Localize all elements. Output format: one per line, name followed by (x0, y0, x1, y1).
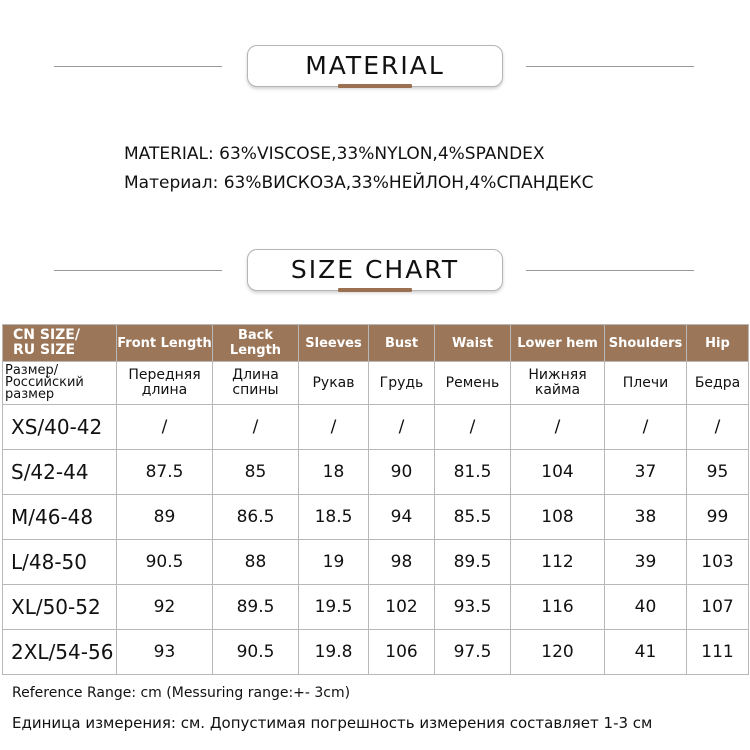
ru-cell-bust (369, 362, 435, 405)
ru-size-line: Российский (5, 375, 84, 390)
divider-line (526, 270, 694, 271)
material-composition-ru: Материал: 63%ВИСКОЗА,33%НЕЙЛОН,4%СПАНДЕКС (124, 173, 594, 193)
size-chart-title-pill (247, 249, 503, 291)
measurement-cell: 41 (605, 630, 687, 675)
measurement-tolerance-note: Единица измерения: см. Допустимая погрешность измерения составляет 1-3 см (12, 714, 653, 732)
material-composition-en: MATERIAL: 63%VISCOSE,33%NYLON,4%SPANDEX (124, 144, 545, 164)
table-row (3, 495, 749, 540)
measurement-cell: 97.5 (435, 630, 511, 675)
measurement-cell: 81.5 (435, 450, 511, 495)
ru-cell-lower-hem (511, 362, 605, 405)
measurement-cell: 111 (687, 630, 749, 675)
measurement-cell: 120 (511, 630, 605, 675)
measurement-cell: 90.5 (117, 540, 213, 585)
measurement-cell: 19.8 (299, 630, 369, 675)
measurement-cell: 99 (687, 495, 749, 540)
header-cell-waist: Waist (435, 325, 511, 362)
material-title-pill (247, 45, 503, 87)
header-cell-size (3, 325, 117, 362)
ru-line: Плечи (622, 374, 669, 391)
ru-size-line: размер (5, 387, 55, 402)
measurement-cell: 94 (369, 495, 435, 540)
measurement-cell: 93 (117, 630, 213, 675)
size-label-cell: L/48-50 (3, 540, 117, 585)
ru-line: длина (141, 382, 188, 398)
measurement-cell: 98 (369, 540, 435, 585)
measurement-cell: 93.5 (435, 585, 511, 630)
measurement-cell: 108 (511, 495, 605, 540)
measurement-cell: 85.5 (435, 495, 511, 540)
measurement-cell: 18 (299, 450, 369, 495)
measurement-cell: 18.5 (299, 495, 369, 540)
measurement-cell: 87.5 (117, 450, 213, 495)
measurement-cell: 39 (605, 540, 687, 585)
header-cell-sleeves: Sleeves (299, 325, 369, 362)
ru-cell-hip (687, 362, 749, 405)
table-row (3, 630, 749, 675)
measurement-cell: 92 (117, 585, 213, 630)
header-cell-shoulders: Shoulders (605, 325, 687, 362)
divider-line (54, 66, 222, 67)
measurement-cell: 89.5 (213, 585, 299, 630)
ru-line: Ремень (445, 374, 500, 391)
measurement-cell: 95 (687, 450, 749, 495)
ru-cell-sleeves (299, 362, 369, 405)
ru-line: Рукав (312, 374, 355, 391)
measurement-cell: 103 (687, 540, 749, 585)
ru-line: Передняя (128, 367, 201, 383)
ru-size-line: Размер/ (5, 363, 59, 378)
table-row (3, 585, 749, 630)
size-chart-table (2, 324, 749, 675)
header-cell-back-length: Back Length (213, 325, 299, 362)
size-chart-title: SIZE CHART (290, 255, 460, 284)
ru-cell-front-length (117, 362, 213, 405)
measurement-cell: 19.5 (299, 585, 369, 630)
measurement-cell: 102 (369, 585, 435, 630)
measurement-cell: 89 (117, 495, 213, 540)
ru-cell-waist (435, 362, 511, 405)
header-size-line: RU SIZE (13, 342, 76, 358)
measurement-cell: 112 (511, 540, 605, 585)
measurement-cell: 116 (511, 585, 605, 630)
measurement-cell: 89.5 (435, 540, 511, 585)
ru-line: спины (232, 382, 279, 398)
measurement-cell: / (299, 405, 369, 450)
measurement-cell: / (687, 405, 749, 450)
ru-cell-size (3, 362, 117, 405)
ru-line: кайма (534, 382, 581, 398)
material-title: MATERIAL (305, 51, 445, 80)
measurement-cell: / (511, 405, 605, 450)
measurement-cell: 40 (605, 585, 687, 630)
accent-underline (338, 288, 412, 292)
measurement-cell: / (117, 405, 213, 450)
header-cell-front-length: Front Length (117, 325, 213, 362)
header-cell-hip: Hip (687, 325, 749, 362)
header-size-line: CN SIZE/ (13, 327, 80, 343)
measurement-cell: 107 (687, 585, 749, 630)
measurement-cell: 104 (511, 450, 605, 495)
ru-cell-shoulders (605, 362, 687, 405)
measurement-cell: 37 (605, 450, 687, 495)
ru-line: Бедра (694, 374, 741, 391)
ru-line: Грудь (379, 374, 424, 391)
header-row-ru (3, 362, 749, 405)
measurement-cell: 86.5 (213, 495, 299, 540)
size-label-cell: S/42-44 (3, 450, 117, 495)
measurement-cell: / (213, 405, 299, 450)
measurement-cell: 88 (213, 540, 299, 585)
material-section-header (0, 45, 750, 89)
size-label-cell: XL/50-52 (3, 585, 117, 630)
header-row-en (3, 325, 749, 362)
divider-line (526, 66, 694, 67)
table-row (3, 405, 749, 450)
measurement-cell: 90 (369, 450, 435, 495)
size-chart-section-header (0, 249, 750, 293)
measurement-cell: / (369, 405, 435, 450)
accent-underline (338, 84, 412, 88)
table-row (3, 450, 749, 495)
size-label-cell: M/46-48 (3, 495, 117, 540)
ru-cell-back-length (213, 362, 299, 405)
reference-range-note: Reference Range: cm (Messuring range:+- 3cm) (12, 685, 351, 701)
header-cell-bust: Bust (369, 325, 435, 362)
ru-line: Длина (232, 367, 279, 383)
ru-line: Нижняя (528, 367, 587, 383)
measurement-cell: 38 (605, 495, 687, 540)
size-label-cell: XS/40-42 (3, 405, 117, 450)
measurement-cell: 85 (213, 450, 299, 495)
measurement-cell: 19 (299, 540, 369, 585)
size-label-cell: 2XL/54-56 (3, 630, 117, 675)
header-cell-lower-hem: Lower hem (511, 325, 605, 362)
measurement-cell: 90.5 (213, 630, 299, 675)
measurement-cell: / (605, 405, 687, 450)
measurement-cell: 106 (369, 630, 435, 675)
measurement-cell: / (435, 405, 511, 450)
divider-line (54, 270, 222, 271)
table-row (3, 540, 749, 585)
